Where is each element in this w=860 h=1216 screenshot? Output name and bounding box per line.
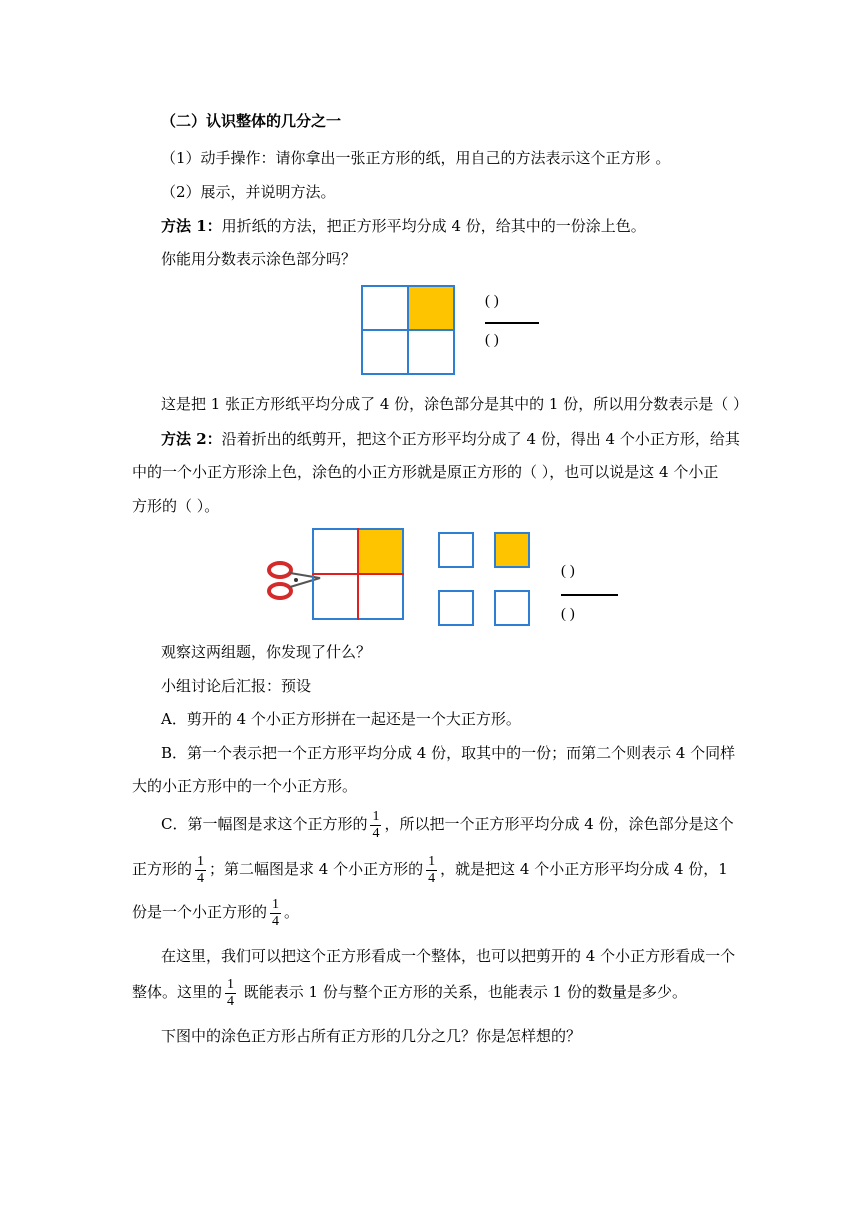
observe-question: 观察这两组题，你发现了什么？ (161, 643, 372, 661)
fraction-blank-numerator: ( ) (485, 293, 499, 309)
summary-line-2: 整体。这里的 $\frac{1}{4}$ 既能表示 1 份与整个正方形的关系，也能表示 1 份的数量是多少。 (132, 976, 687, 1009)
cut-square-figure (312, 528, 404, 620)
fraction-one-quarter: $\frac{1}{4}$ (372, 808, 380, 841)
small-square-2-shaded (494, 532, 530, 568)
cut-quarter-top-left (312, 528, 359, 575)
point-c-line-2: 正方形的 $\frac{1}{4}$ ；第二幅图是求 4 个小正方形的 $\frac{1}{4}$ ，就是把这 4 个小正方形平均分成 4 份，1 (132, 853, 728, 886)
cut-quarter-top-right-shaded (357, 528, 404, 575)
fraction-bar (485, 322, 539, 324)
question-1: 你能用分数表示涂色部分吗？ (161, 250, 357, 268)
quarter-bottom-left (361, 329, 409, 375)
fraction-one-quarter: $\frac{1}{4}$ (197, 853, 205, 886)
method-2-line-1: 方法 2：沿着折出的纸剪开，把这个正方形平均分成了 4 份，得出 4 个小正方形，给其 (161, 430, 740, 448)
method-2-line-2: 中的一个小正方形涂上色，涂色的小正方形就是原正方形的（ ），也可以说是这 4 个小正 (132, 463, 719, 481)
fraction-blank-denominator: ( ) (485, 332, 499, 348)
method-2-line-3: 方形的（ ）。 (132, 497, 220, 515)
small-square-3 (438, 590, 474, 626)
fraction-blank-numerator-2: ( ) (561, 563, 575, 579)
cut-quarter-bottom-right (357, 573, 404, 620)
folded-square-figure (361, 285, 455, 375)
fraction-bar-2 (561, 594, 618, 596)
quarter-top-left (361, 285, 409, 331)
explain-1: 这是把 1 张正方形纸平均分成了 4 份，涂色部分是其中的 1 份，所以用分数表示是（ ） (161, 395, 749, 413)
fraction-one-quarter: $\frac{1}{4}$ (272, 896, 280, 929)
fraction-one-quarter: $\frac{1}{4}$ (428, 853, 436, 886)
step-2: （2）展示，并说明方法。 (161, 183, 336, 201)
cut-quarter-bottom-left (312, 573, 359, 620)
point-b-line-2: 大的小正方形中的一个小正方形。 (132, 777, 358, 795)
quarter-top-right-shaded (407, 285, 455, 331)
small-square-4 (494, 590, 530, 626)
point-a: A．剪开的 4 个小正方形拼在一起还是一个大正方形。 (161, 710, 521, 728)
separated-squares-figure (438, 532, 530, 628)
fraction-blank-denominator-2: ( ) (561, 606, 575, 622)
quarter-bottom-right (407, 329, 455, 375)
group-report: 小组讨论后汇报：预设 (161, 677, 312, 695)
point-c-line-3: 份是一个小正方形的 $\frac{1}{4}$ 。 (132, 896, 300, 929)
step-1: （1）动手操作：请你拿出一张正方形的纸，用自己的方法表示这个正方形 。 (161, 149, 671, 167)
small-square-1 (438, 532, 474, 568)
summary-line-1: 在这里，我们可以把这个正方形看成一个整体，也可以把剪开的 4 个小正方形看成一个 (161, 947, 736, 965)
point-c-line-1: C．第一幅图是求这个正方形的 $\frac{1}{4}$ ，所以把一个正方形平均分成 4 份，涂色部分是这个 (161, 808, 734, 841)
point-b-line-1: B．第一个表示把一个正方形平均分成 4 份，取其中的一份；而第二个则表示 4 个同样 (161, 744, 736, 762)
final-question: 下图中的涂色正方形占所有正方形的几分之几？你是怎样想的？ (161, 1027, 582, 1045)
cut-line-horizontal (312, 573, 404, 575)
fraction-one-quarter: $\frac{1}{4}$ (227, 976, 235, 1009)
method-1: 方法 1：用折纸的方法，把正方形平均分成 4 份，给其中的一份涂上色。 (161, 217, 646, 235)
section-title: （二）认识整体的几分之一 (161, 112, 342, 130)
